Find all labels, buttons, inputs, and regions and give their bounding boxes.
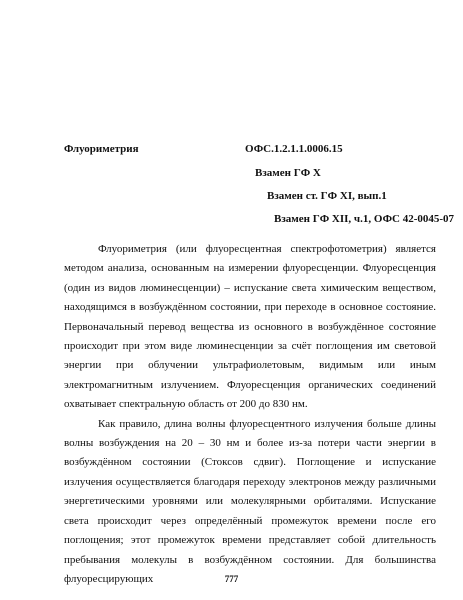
paragraph-2: Как правило, длина волны флуоресцентного излучения больше длины волны возбуждения на 20 – 30 нм и более из-за потери части энергии в возбуждённом состоянии (Стоксов сдвиг). Поглощение и испускание излучения осуществляется благодаря переходу электронов между различными энергетическими уровнями или молекулярными орбиталями. Испускание света происходит через определённый промежуток времени после его поглощения; этот промежуток времени представляет собой длительность пребывания молекулы в возбуждённом состоянии. Для большинства флуоресцирующих bbox=[64, 417, 436, 585]
monograph-title: Флуориметрия bbox=[64, 143, 139, 155]
page-number: 777 bbox=[224, 574, 239, 584]
replaces-line-2: Взамен ст. ГФ XI, вып.1 bbox=[267, 190, 387, 202]
monograph-header bbox=[64, 142, 455, 225]
replaces-line-3: Взамен ГФ XII, ч.1, ОФС 42-0045-07 bbox=[274, 213, 455, 225]
monograph-code: ОФС.1.2.1.1.0006.15 bbox=[245, 143, 343, 155]
body-text bbox=[64, 240, 436, 589]
replaces-line-1: Взамен ГФ X bbox=[255, 167, 321, 179]
paragraph-1: Флуориметрия (или флуоресцентная спектрофотометрия) является методом анализа, основанным на измерении флуоресценции. Флуоресценция (один из видов люминесценции) – испускание света химическим веществом, находящимся в возбуждённом состоянии, при переходе в основное состояние. Первоначальный перевод вещества из основного в возбуждённое состояние происходит при этом виде люминесценции за счёт поглощения им световой энергии при облучении ультрафиолетовым, видимым или иным электромагнитным излучением. Флуоресценция органических соединений охватывает спектральную область от 200 до 830 нм. bbox=[64, 243, 436, 411]
